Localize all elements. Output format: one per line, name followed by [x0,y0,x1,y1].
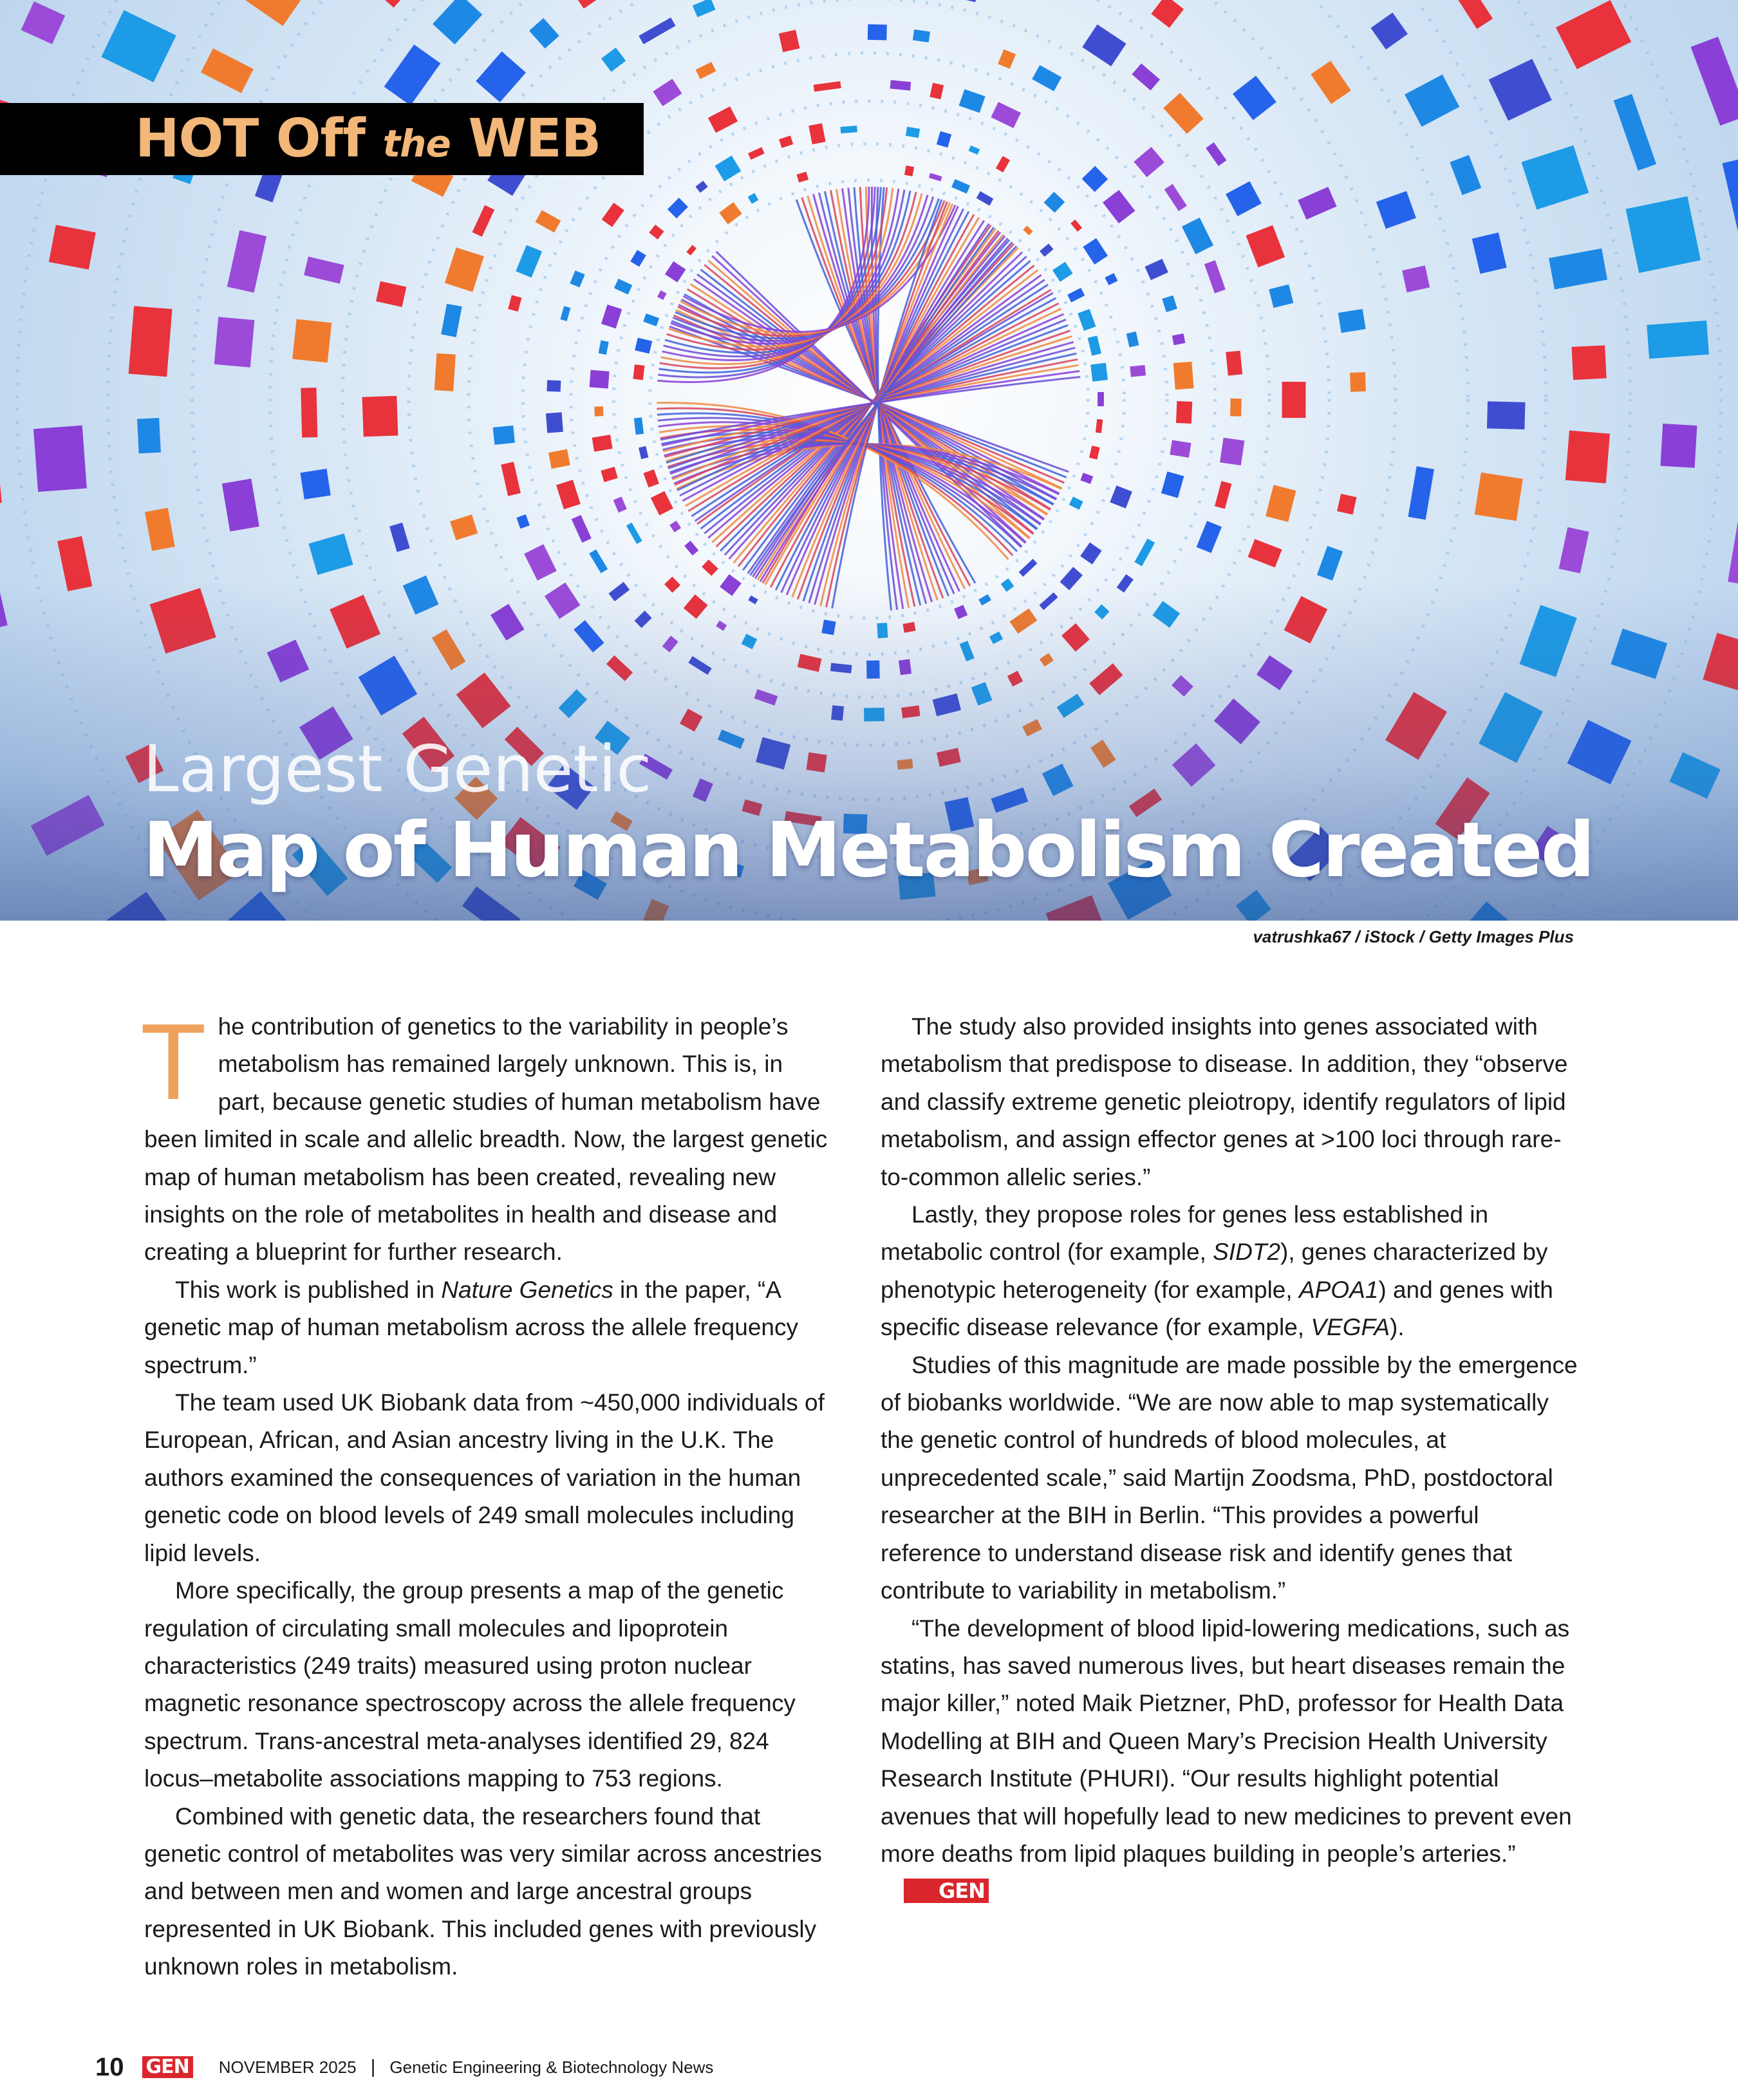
ring-segment [1230,398,1242,417]
ring-segment [1565,431,1610,483]
footer-separator: | [370,2056,376,2077]
ring-segment [1220,438,1244,465]
ring-segment [546,412,563,433]
drop-cap: T [140,1001,207,1122]
headline-line-1: Largest Genetic [143,731,652,807]
article-paragraph: The contribution of genetics to the variability in people’s metabolism has remained largely unknown. This is, in part, because genetic studies of human metabolism have been limited in scale and allelic breadth. Now, the largest genetic map of human metabolism has been created, revealing new insights on the role of metabolites in health and disease and creating a blueprint for further research. [140,1001,828,1266]
ring-segment [214,317,255,368]
ring-segment [129,306,173,377]
ring-segment [300,469,330,500]
ring-segment [301,388,317,438]
ring-segment [1176,401,1192,424]
ring-segment [1170,440,1191,457]
article-paragraph: The team used UK Biobank data from ~450,000 individuals of European, African, and Asian ancestry living in the U.K. The authors examined the consequences of variation in the human genetic code on blood levels of 249 small molecules including lipid levels. [144,1389,825,1566]
ring-segment [841,126,857,133]
ring-segment [434,353,456,391]
ring-segment [1226,351,1242,376]
ring-segment [1571,345,1606,380]
section-banner [0,103,644,175]
ring-segment [590,370,610,389]
ring-segment [1338,309,1366,333]
ring-segment [1090,363,1108,382]
ring-segment [1098,392,1104,406]
article-paragraph: Combined with genetic data, the researchers found that genetic control of metabolites was very similar across ancestries and between men and women and large ancestral groups represented in UK Biobank. This included genes with previously unknown roles in metabolism. [144,1803,822,1980]
ring-segment [594,406,603,417]
article-paragraph: Lastly, they propose roles for genes less established in metabolic control (for example, SIDT2), genes characterized by phenotypic heterogeneity (for example, APOA1) and genes with specific disease relevance (for example, VEGFA). [881,1201,1553,1341]
ring-segment [547,380,561,391]
photo-credit: vatrushka67 / iStock / Getty Images Plus [1253,927,1574,946]
ring-segment [1282,382,1306,418]
ring-segment [493,426,515,445]
article-paragraph: “The development of blood lipid-lowering medications, such as statins, has saved numerous lives, but heart diseases remain the major killer,” noted Maik Pietzner, PhD, professor for Health Data Modelling at BIH and Queen Mary’s Precision Health University Research Institute (PHURI). “Our results highlight potential avenues that will hopefully lead to new medicines to prevent even more deaths from lipid plaques building in people’s arteries.”GEN [881,1615,1572,1904]
publication-name: Genetic Engineering & Biotechnology News [389,2057,714,2077]
ring-segment [1350,372,1366,392]
ring-segment [1173,362,1194,390]
ring-segment [1130,365,1146,377]
ring-segment [1660,424,1697,468]
ring-segment [904,165,914,176]
ring-segment [868,24,887,41]
article-column-left [140,1001,836,1986]
ring-segment [592,435,613,451]
article-paragraph: More specifically, the group presents a map of the genetic regulation of circulating small molecules and lipoprotein characteristics (249 traits) measured using proton nuclear magnetic resonance spectroscopy across the allele frequency spectrum. Trans-ancestral meta-analyses identified 29, 824 locus–metabolite associations mapping to 753 regions. [144,1577,796,1792]
article-paragraph: Studies of this magnitude are made possible by the emergence of biobanks worldwide. “We are now able to map systematically the genetic control of hundreds of blood molecules, at unprecedented scale,” said Martijn Zoodsma, PhD, postdoctoral researcher at the BIH in Berlin. “This provides a powerful reference to understand disease risk and identify genes that contribute to variability in metabolism.” [881,1351,1578,1604]
issue-date: NOVEMBER 2025 [218,2057,357,2077]
ring-segment [1475,473,1523,521]
ring-segment [362,396,398,436]
page-number: 10 [95,2052,124,2081]
gen-logo: GEN [142,2056,193,2078]
ring-segment [1626,196,1701,273]
article-paragraph: This work is published in Nature Genetics in the paper, “A genetic map of human metabolism across the allele frequency spectrum.” [144,1276,798,1378]
ring-segment [33,426,87,492]
ring-segment [49,225,96,269]
ring-segment [633,364,644,380]
article-paragraph: The study also provided insights into genes associated with metabolism that predispose to disease. In addition, they “observe and classify extreme genetic pleiotropy, identify regulators of lipid metabolism, and assign effector genes at >100 loci through rare-to-common allelic series.” [881,1013,1568,1190]
article-column-right [881,1008,1582,1911]
ring-segment [913,30,930,42]
section-banner-text: HOT Off the WEB [135,108,601,169]
ring-segment [137,418,161,453]
page-footer [95,2051,713,2083]
ring-segment [292,319,332,363]
gen-end-mark: GEN [904,1879,989,1903]
ring-segment [1647,321,1709,359]
ring-segment [1487,401,1526,429]
headline-line-2: Map of Human Metabolism Created [143,805,1594,894]
